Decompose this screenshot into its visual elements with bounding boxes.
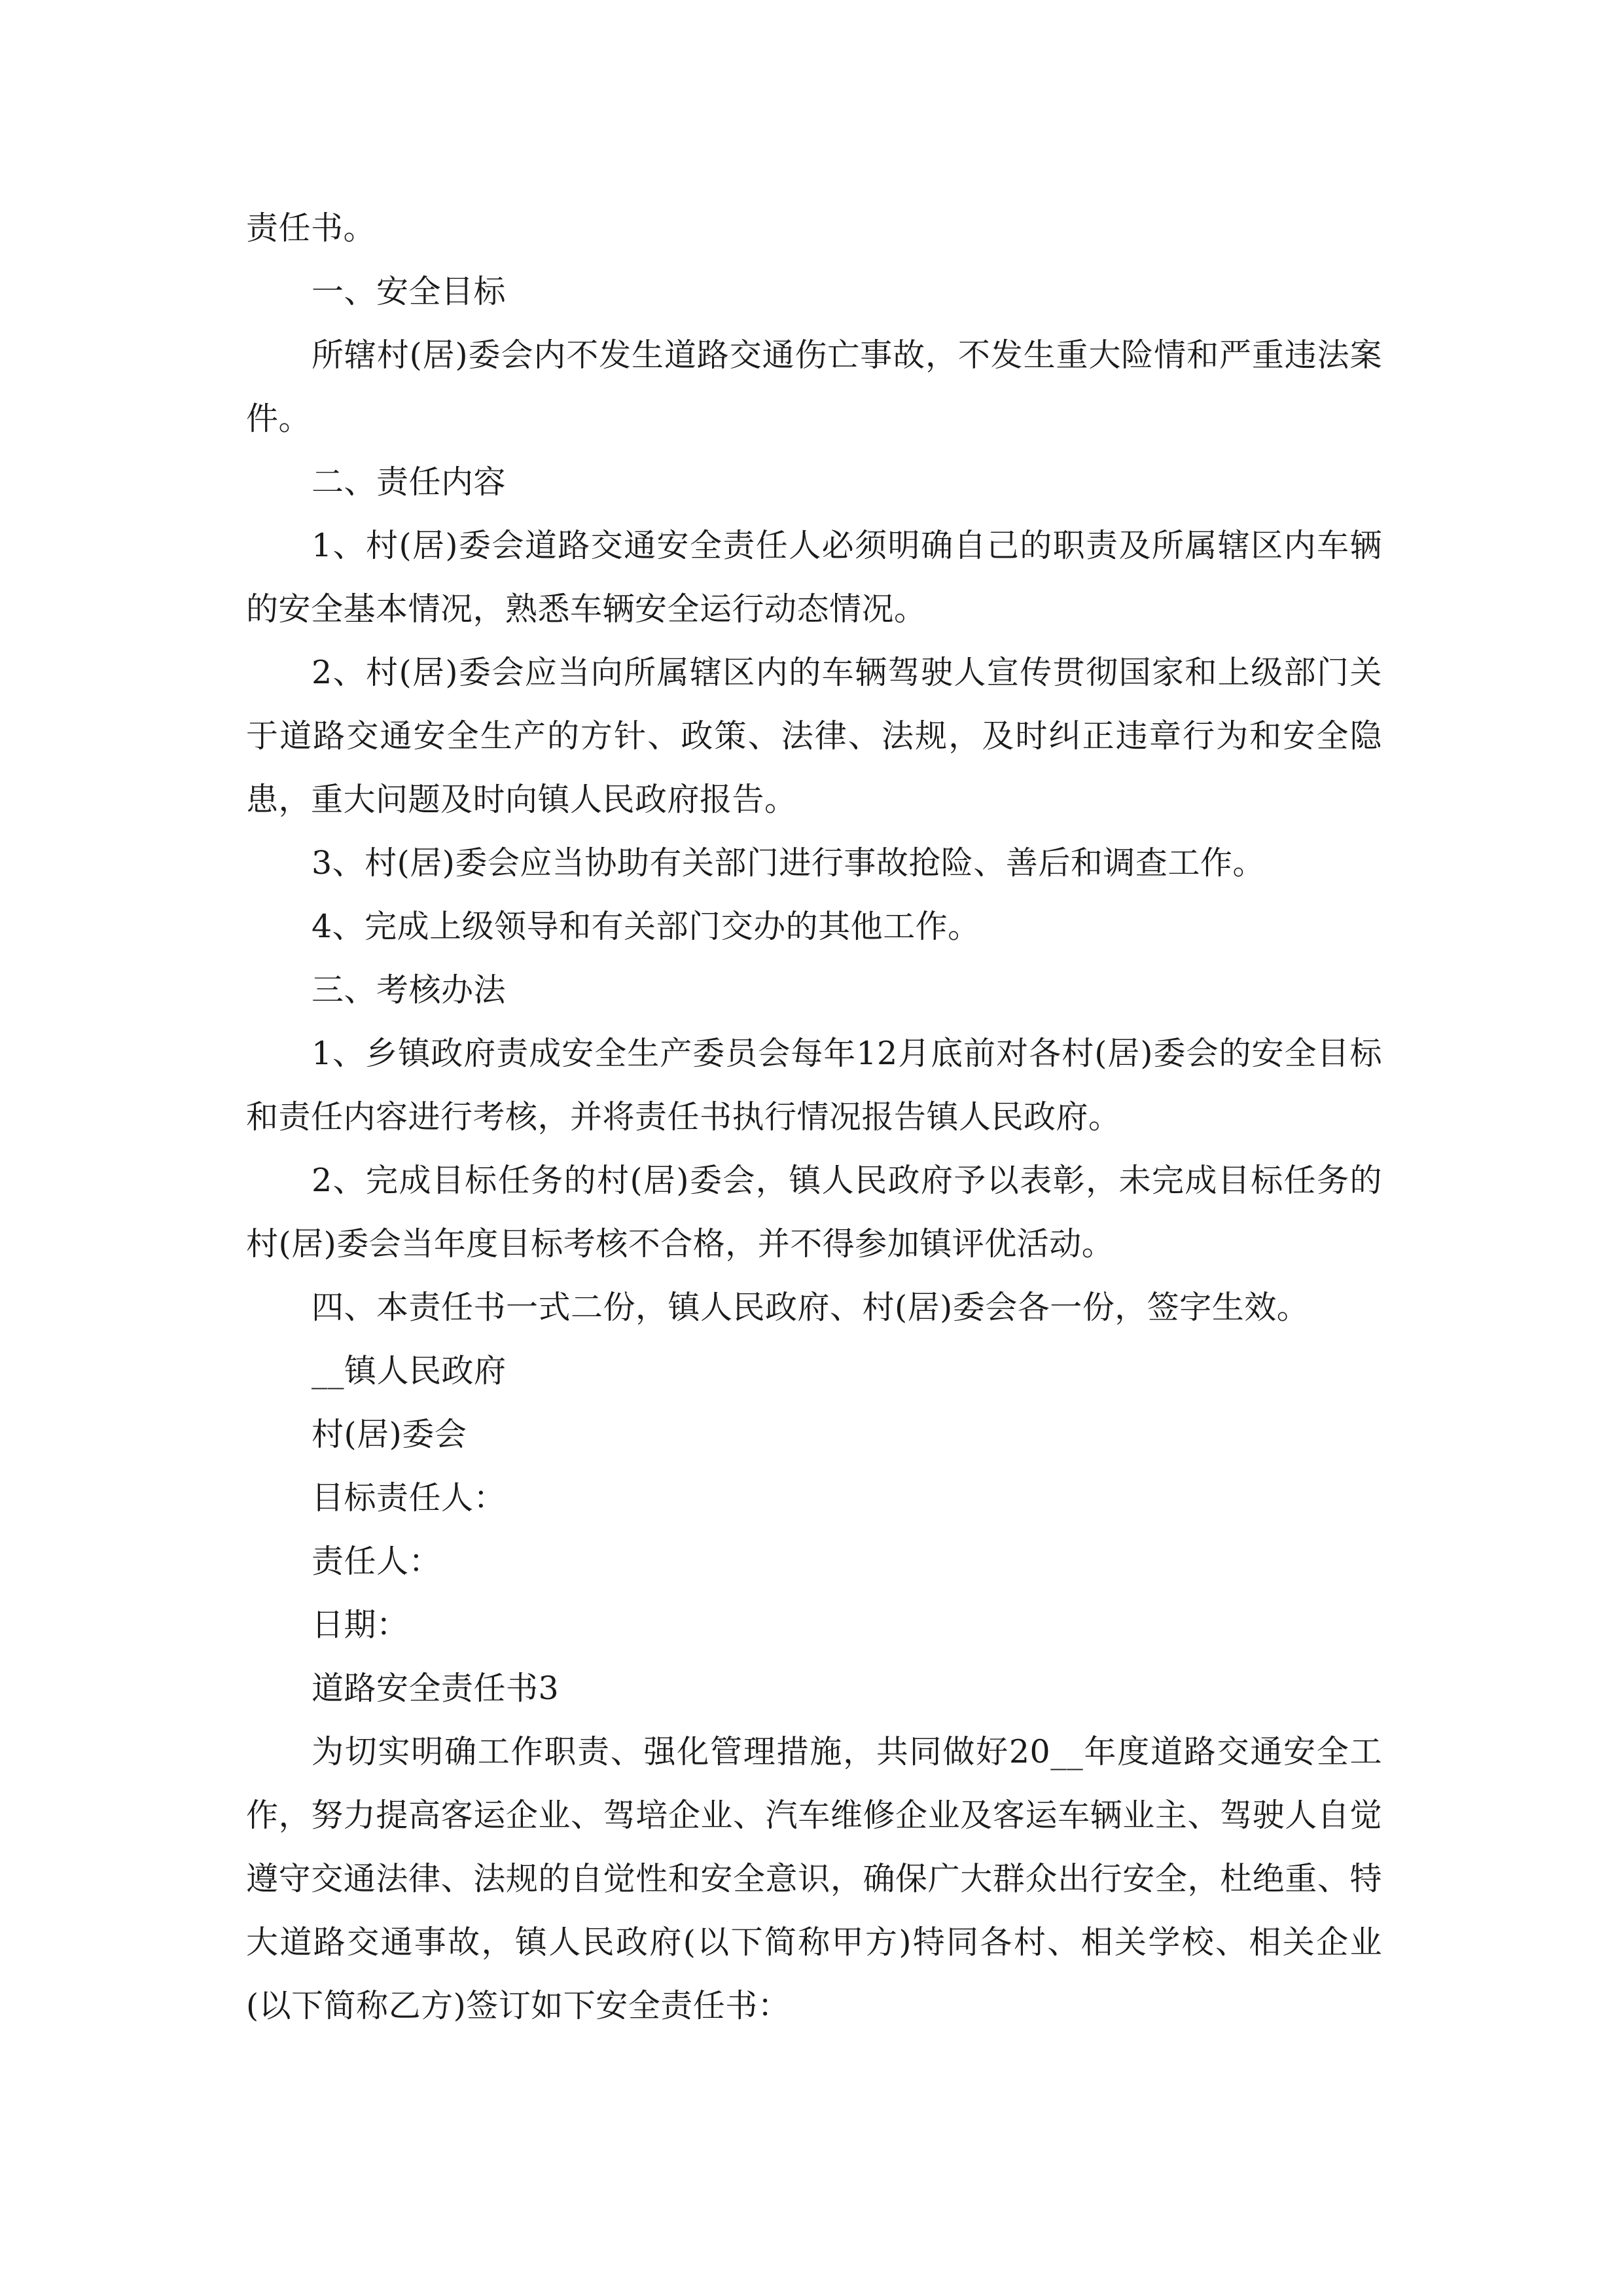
paragraph-responsibility-4: 4、完成上级领导和有关部门交办的其他工作。 [312, 908, 980, 945]
signature-responsible-person: 责任人： [312, 1543, 442, 1580]
paragraph-responsibility-1: 1、村(居)委会道路交通安全责任人必须明确自己的职责及所属辖区内车辆的安全基本情况，熟悉车辆安全运行动态情况。 [246, 527, 1382, 628]
paragraph-safety-goals: 所辖村(居)委会内不发生道路交通伤亡事故，不发生重大险情和严重违法案件。 [246, 336, 1382, 437]
paragraph-copies-note: 四、本责任书一式二份，镇人民政府、村(居)委会各一份，签字生效。 [312, 1289, 1310, 1326]
paragraph-responsibility-3: 3、村(居)委会应当协助有关部门进行事故抢险、善后和调查工作。 [312, 844, 1265, 882]
section-title-road-safety-3: 道路安全责任书3 [312, 1670, 560, 1707]
signature-date: 日期： [312, 1606, 409, 1643]
signature-town-government: __镇人民政府 [312, 1352, 507, 1390]
paragraph-intro-road-safety-3: 为切实明确工作职责、强化管理措施，共同做好20__年度道路交通安全工作，努力提高客运企业、驾培企业、汽车维修企业及客运车辆业主、驾驶人自觉遵守交通法律、法规的自觉性和安全意识，确保广大群众出行安全，杜绝重、特大道路交通事故，镇人民政府(以下简称甲方)特同各村、相关学校、相关企业(以下简称乙方)签订如下安全责任书： [246, 1733, 1382, 2024]
signature-village-committee: 村(居)委会 [312, 1416, 467, 1453]
paragraph-assessment-2: 2、完成目标任务的村(居)委会，镇人民政府予以表彰，未完成目标任务的村(居)委会当年度目标考核不合格，并不得参加镇评优活动。 [246, 1162, 1382, 1263]
paragraph-responsibility-letter-end: 责任书。 [246, 209, 376, 247]
heading-safety-goals: 一、安全目标 [312, 273, 507, 310]
heading-responsibility-content: 二、责任内容 [312, 463, 507, 501]
signature-target-responsible-person: 目标责任人： [312, 1479, 507, 1516]
document-body [246, 196, 1382, 2037]
heading-assessment-method: 三、考核办法 [312, 971, 507, 1009]
paragraph-assessment-1: 1、乡镇政府责成安全生产委员会每年12月底前对各村(居)委会的安全目标和责任内容进行考核，并将责任书执行情况报告镇人民政府。 [246, 1035, 1382, 1136]
paragraph-responsibility-2: 2、村(居)委会应当向所属辖区内的车辆驾驶人宣传贯彻国家和上级部门关于道路交通安全生产的方针、政策、法律、法规，及时纠正违章行为和安全隐患，重大问题及时向镇人民政府报告。 [246, 654, 1382, 818]
